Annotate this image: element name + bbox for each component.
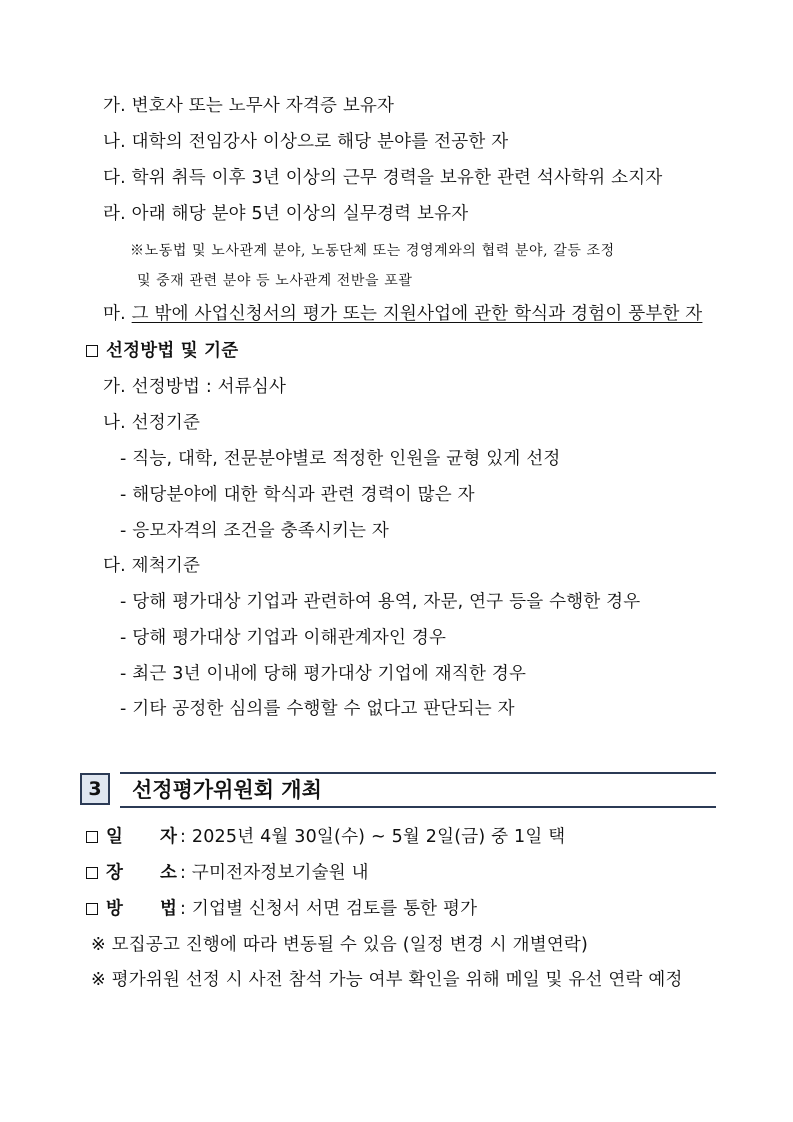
qualification-a: 가. 변호사 또는 노무사 자격증 보유자 (103, 96, 395, 116)
selection-heading-text: 선정방법 및 기준 (106, 341, 239, 361)
exclusion-title: 다. 제척기준 (103, 556, 201, 576)
reference-note-2: ※ 평가위원 선정 시 사전 참석 가능 여부 확인을 위해 메일 및 유선 연락 예정 (91, 970, 683, 990)
section-title: 선정평가위원회 개최 (132, 778, 322, 802)
selection-method: 가. 선정방법 : 서류심사 (103, 377, 287, 397)
date-label: 일 자 (106, 827, 178, 847)
section-rule-bottom (120, 806, 716, 808)
square-bullet-icon (86, 867, 98, 879)
section-3-header (80, 772, 716, 808)
date-value: : 2025년 4월 30일(수) ~ 5월 2일(금) 중 1일 택 (180, 827, 566, 847)
qualification-e (103, 303, 702, 325)
method-value: : 기업별 신청서 서면 검토를 통한 평가 (180, 899, 478, 919)
criteria-item: - 응모자격의 조건을 충족시키는 자 (120, 521, 390, 541)
qualification-d-note-1: ※노동법 및 노사관계 분야, 노동단체 또는 경영계와의 협력 분야, 갈등 조정 (130, 243, 615, 259)
exclusion-item: - 최근 3년 이내에 당해 평가대상 기업에 재직한 경우 (120, 664, 527, 684)
exclusion-item: - 당해 평가대상 기업과 이해관계자인 경우 (120, 628, 447, 648)
qualification-e-text: 그 밖에 사업신청서의 평가 또는 지원사업에 관한 학식과 경험이 풍부한 자 (131, 304, 703, 324)
criteria-item: - 직능, 대학, 전문분야별로 적정한 인원을 균형 있게 선정 (120, 449, 561, 469)
date-row (86, 826, 565, 848)
selection-heading (86, 340, 238, 362)
section-rule-top (120, 772, 716, 774)
reference-note-1: ※ 모집공고 진행에 따라 변동될 수 있음 (일정 변경 시 개별연락) (91, 935, 589, 955)
section-number-badge: 3 (80, 773, 110, 805)
qualification-e-prefix: 마. (103, 304, 126, 324)
method-label: 방 법 (106, 899, 178, 919)
place-label: 장 소 (106, 863, 178, 883)
exclusion-item: - 당해 평가대상 기업과 관련하여 용역, 자문, 연구 등을 수행한 경우 (120, 592, 641, 612)
criteria-title: 나. 선정기준 (103, 413, 201, 433)
criteria-item: - 해당분야에 대한 학식과 관련 경력이 많은 자 (120, 485, 475, 505)
place-row (86, 862, 369, 884)
qualification-c: 다. 학위 취득 이후 3년 이상의 근무 경력을 보유한 관련 석사학위 소지자 (103, 168, 663, 188)
square-bullet-icon (86, 903, 98, 915)
qualification-d: 라. 아래 해당 분야 5년 이상의 실무경력 보유자 (103, 204, 469, 224)
qualification-d-note-2: 및 중재 관련 분야 등 노사관계 전반을 포괄 (137, 273, 413, 289)
qualification-b: 나. 대학의 전임강사 이상으로 해당 분야를 전공한 자 (103, 132, 509, 152)
square-bullet-icon (86, 345, 98, 357)
square-bullet-icon (86, 831, 98, 843)
exclusion-item: - 기타 공정한 심의를 수행할 수 없다고 판단되는 자 (120, 699, 515, 719)
place-value: : 구미전자정보기술원 내 (180, 863, 369, 883)
method-row (86, 898, 477, 920)
